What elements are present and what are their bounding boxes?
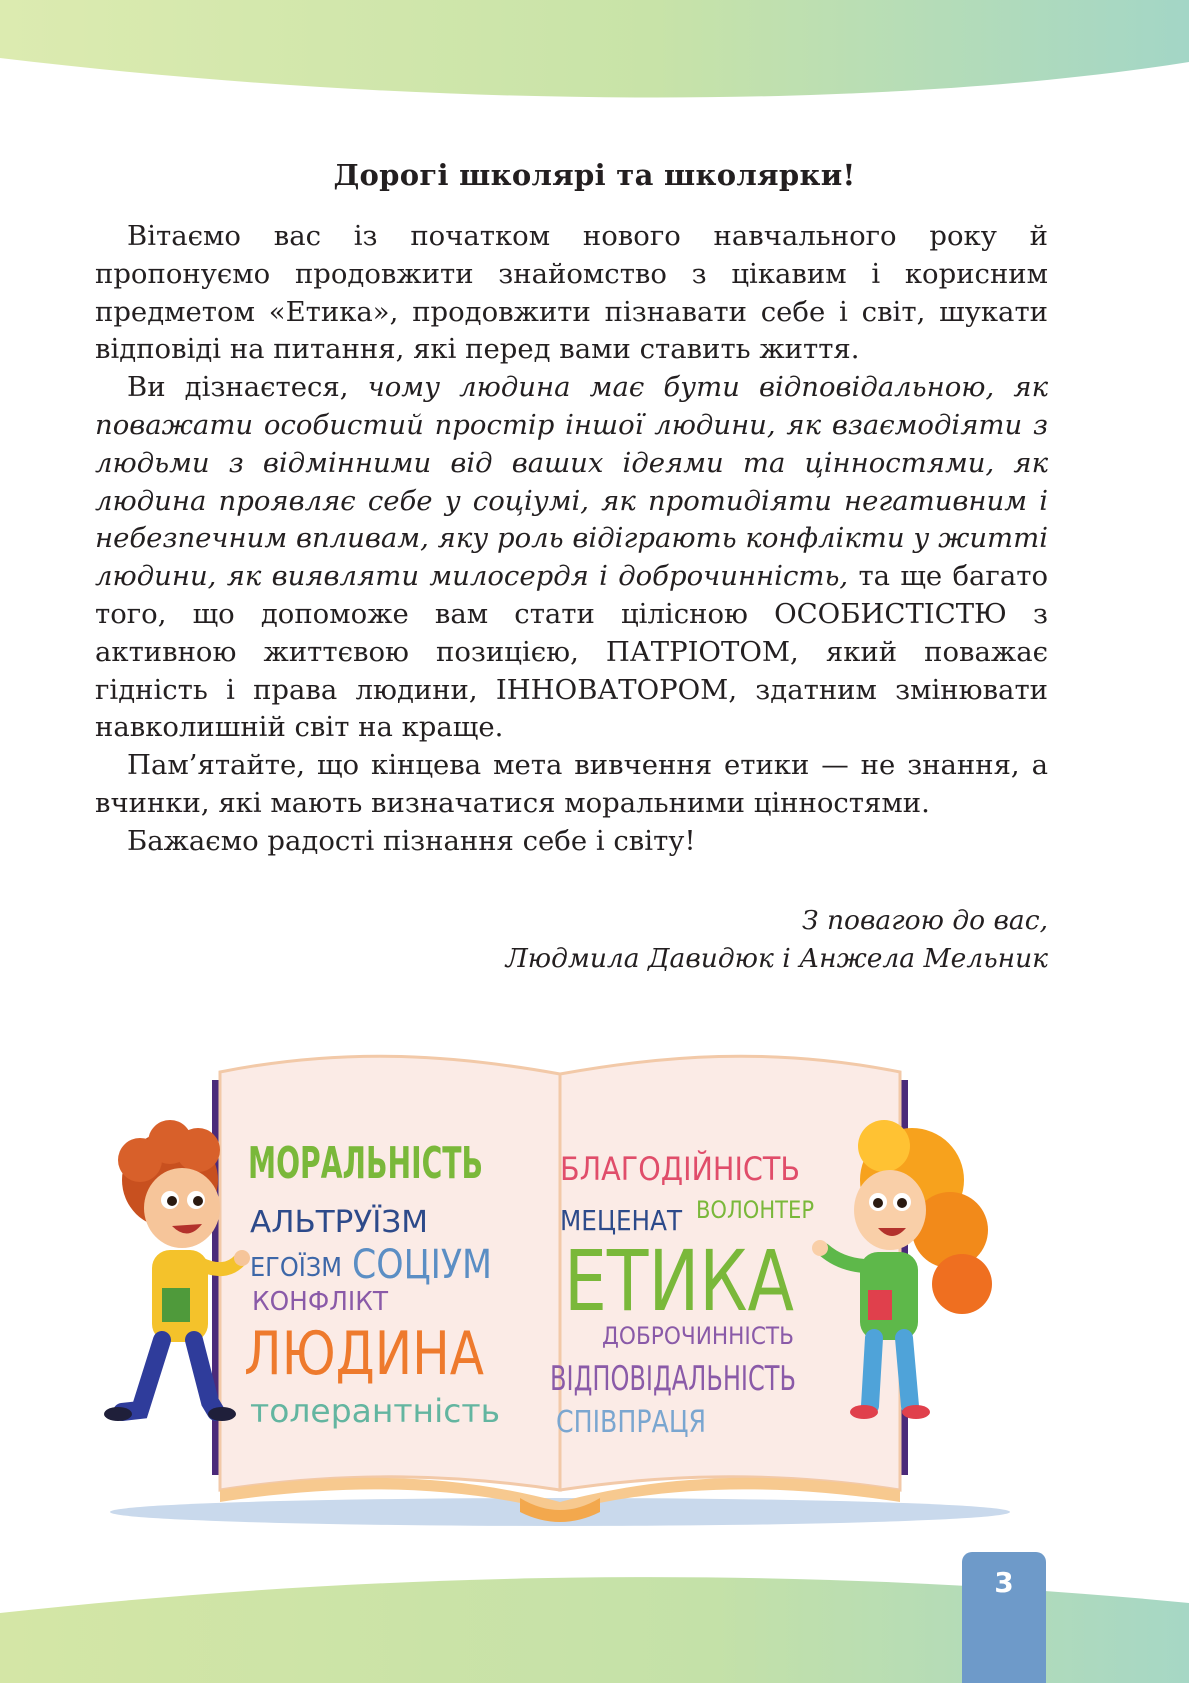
italic-segment: чому людина має бути відповідальною, як поважати особистий простір іншої людини, як взаємодіяти з людьми з відмінними від ваших ідеями та цінностями, як людина проявляє себе у соціумі, як протидіяти негативним і небезпечним впливам, яку роль відіграють конфлікти у житті людини, як виявляти милосердя і доброчинність,: [95, 371, 1048, 593]
word-dobrochynnist: ДОБРОЧИННІСТЬ: [602, 1322, 794, 1350]
top-decorative-band: [0, 0, 1189, 110]
text-segment: Ви дізнаєтеся,: [127, 371, 368, 404]
paragraph: [95, 747, 1048, 823]
word-lyudyna: ЛЮДИНА: [244, 1319, 484, 1389]
page-number: 3: [994, 1566, 1014, 1599]
intro-text: [95, 218, 1048, 861]
word-spivpratsia: СПІВПРАЦЯ: [556, 1405, 706, 1440]
page-number-tab: [962, 1552, 1046, 1683]
word-altruizm: АЛЬТРУЇЗМ: [250, 1205, 423, 1240]
word-etyka: ЕТИКА: [564, 1232, 794, 1330]
signature-greeting: З повагою до вас,: [802, 905, 1048, 936]
signature: [506, 902, 1048, 978]
page-heading: Дорогі школярі та школярки!: [333, 158, 856, 192]
word-egoizm: ЕГОЇЗМ: [250, 1253, 350, 1283]
text-segment: Вітаємо вас із початком нового навчального року й пропонуємо продовжити знайомство з цікавим і корисним предметом «Етика», продовжити пізнавати себе і світ, шукати відповіді на питання, які перед вами ставить життя.: [95, 220, 1048, 366]
word-vidpovidalnist: ВІДПОВІДАЛЬНІСТЬ: [550, 1359, 796, 1399]
word-tolerantnist: толерантність: [250, 1392, 500, 1430]
word-metsenat: МЕЦЕНАТ: [560, 1204, 683, 1237]
paragraph: [95, 823, 1048, 861]
paragraph: [95, 369, 1048, 747]
word-moralnist: МОРАЛЬНІСТЬ: [248, 1138, 483, 1189]
text-segment: Бажаємо радості пізнання себе і світу!: [127, 824, 696, 857]
book-illustration: [100, 1050, 1020, 1540]
text-segment: та ще багато того, що допоможе вам стати цілісною ОСОБИСТІСТЮ з активною життєвою позицією, ПАТРІОТОМ, який поважає гідність і права людини, ІННОВАТОРОМ, здатним змінювати навколишній світ на краще.: [95, 560, 1048, 744]
paragraph: [95, 218, 1048, 369]
word-sotsium: СОЦІУМ: [352, 1242, 492, 1288]
word-blagodiinist: БЛАГОДІЙНІСТЬ: [560, 1150, 800, 1188]
text-segment: Пам’ятайте, що кінцева мета вивчення етики — не знання, а вчинки, які мають визначатися моральними цінностями.: [95, 749, 1048, 819]
word-volonter: ВОЛОНТЕР: [696, 1196, 814, 1224]
signature-authors: Людмила Давидюк і Анжела Мельник: [505, 943, 1048, 974]
word-konflikt: КОНФЛІКТ: [252, 1287, 389, 1317]
